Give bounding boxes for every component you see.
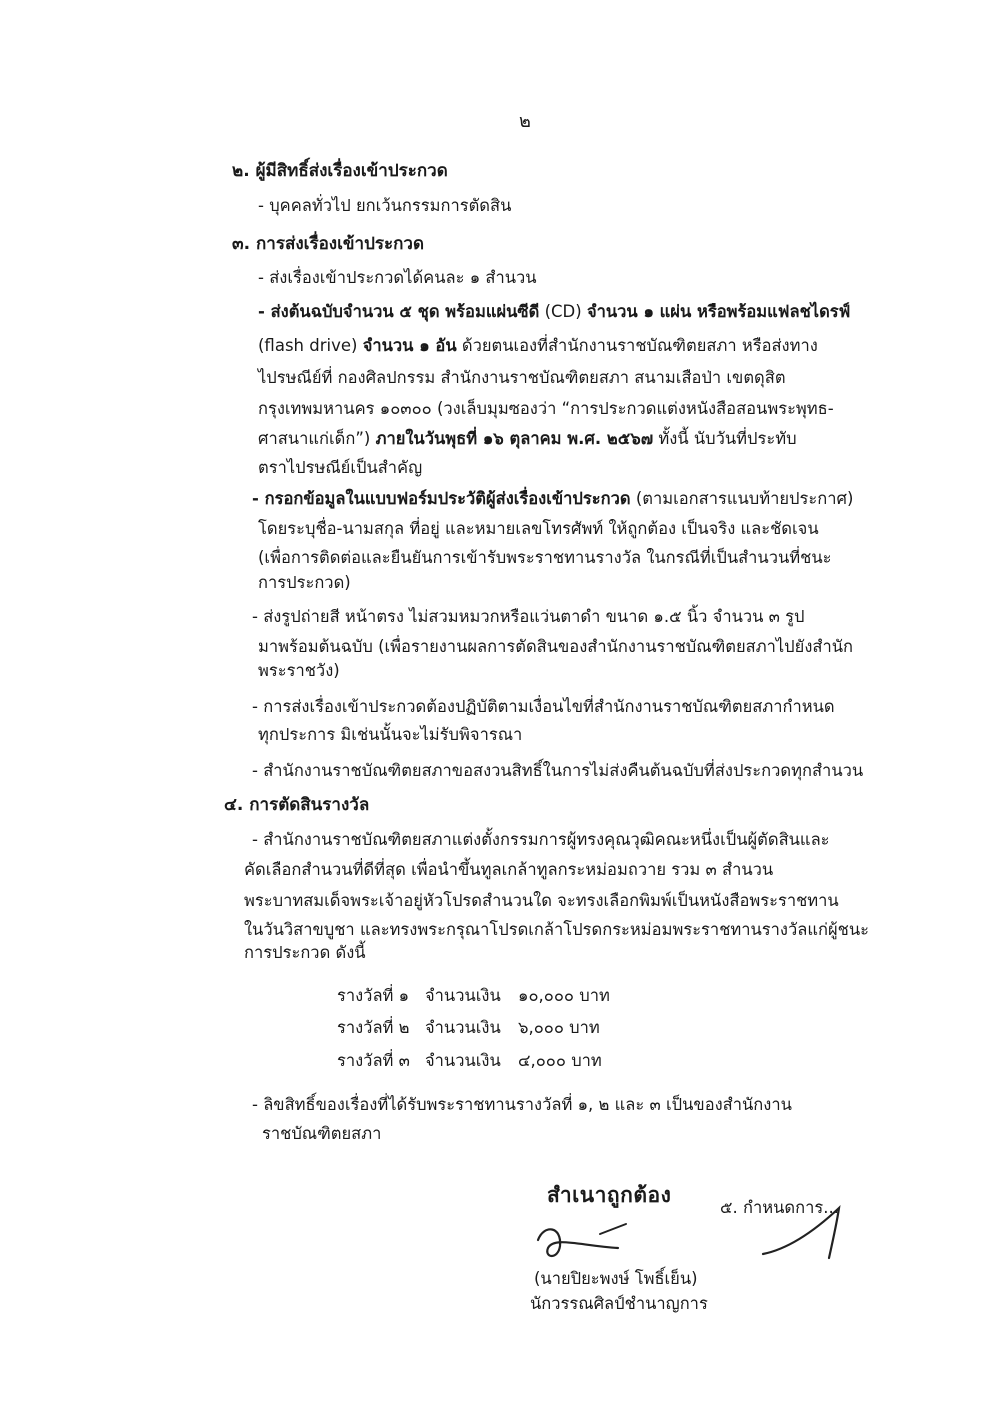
prize-amount: ๑๐,๐๐๐ บาท xyxy=(518,986,610,1005)
handwritten-initial-mark xyxy=(755,1192,855,1272)
item-2-line-5b: ภายในวันพุธที่ ๑๖ ตุลาคม พ.ศ. ๒๕๖๗ xyxy=(375,429,654,448)
copyright-line-2: ราชบัณฑิตยสภา xyxy=(262,1124,382,1143)
prize-amount-label: จำนวนเงิน xyxy=(425,1018,501,1037)
prize-label: รางวัลที่ ๑ xyxy=(337,986,410,1005)
item-2-line-2b: จำนวน ๑ อัน xyxy=(362,336,457,355)
item-2-line-2a: (flash drive) xyxy=(258,336,358,355)
item-2-line-5a: ศาสนาแก่เด็ก”) xyxy=(258,429,371,448)
signer-position: นักวรรณศิลป์ชำนาญการ xyxy=(530,1294,708,1313)
section-3-heading: ๓. การส่งเรื่องเข้าประกวด xyxy=(232,234,425,254)
section-2-item: - บุคคลทั่วไป ยกเว้นกรรมการตัดสิน xyxy=(258,196,512,215)
section-3-item-6: - สำนักงานราชบัณฑิตยสภาขอสงวนสิทธิ์ในการไม่ส่งคืนต้นฉบับที่ส่งประกวดทุกสำนวน xyxy=(252,761,864,780)
section-3-item-1: - ส่งเรื่องเข้าประกวดได้คนละ ๑ สำนวน xyxy=(258,268,537,287)
item-3-line-1a: - กรอกข้อมูลในแบบฟอร์มประวัติผู้ส่งเรื่องเข้าประกวด xyxy=(252,489,631,508)
signer-name: (นายปิยะพงษ์ โพธิ์เย็น) xyxy=(534,1269,698,1288)
s4-line-4: ในวันวิสาขบูชา และทรงพระกรุณาโปรดเกล้าโปรดกระหม่อมพระราชทานรางวัลแก่ผู้ชนะ xyxy=(244,920,870,939)
item-2-line-4: กรุงเทพมหานคร ๑๐๓๐๐ (วงเล็บมุมซองว่า “การประกวดแต่งหนังสือสอนพระพุทธ- xyxy=(258,399,834,418)
prize-amount: ๖,๐๐๐ บาท xyxy=(518,1018,600,1037)
item-4-line-3: พระราชวัง) xyxy=(258,661,340,680)
item-2-line-1b: (CD) xyxy=(544,302,582,321)
item-4-line-1: - ส่งรูปถ่ายสี หน้าตรง ไม่สวมหมวกหรือแว่นตาดำ ขนาด ๑.๕ นิ้ว จำนวน ๓ รูป xyxy=(252,607,805,626)
item-2-line-1c: จำนวน ๑ แผ่น หรือพร้อมแฟลชไดรฟ์ xyxy=(586,302,851,321)
prize-amount: ๔,๐๐๐ บาท xyxy=(518,1051,602,1070)
section-2-heading: ๒. ผู้มีสิทธิ์ส่งเรื่องเข้าประกวด xyxy=(232,161,448,181)
section-4-heading: ๔. การตัดสินรางวัล xyxy=(224,795,370,815)
prize-amount-label: จำนวนเงิน xyxy=(425,986,501,1005)
prize-label: รางวัลที่ ๓ xyxy=(337,1051,410,1070)
continued-note: ๕. กำหนดการ... xyxy=(720,1198,839,1217)
item-2-line-1a: - ส่งต้นฉบับจำนวน ๕ ชุด พร้อมแผ่นซีดี xyxy=(258,302,540,321)
item-2-line-5c: ทั้งนี้ นับวันที่ประทับ xyxy=(658,429,797,448)
s4-line-5: การประกวด ดังนี้ xyxy=(244,943,366,962)
prize-amount-label: จำนวนเงิน xyxy=(425,1051,501,1070)
s4-line-3: พระบาทสมเด็จพระเจ้าอยู่หัวโปรดสำนวนใด จะทรงเลือกพิมพ์เป็นหนังสือพระราชทาน xyxy=(244,891,839,910)
page-number: ๒ xyxy=(519,111,531,132)
item-3-line-3: (เพื่อการติดต่อและยืนยันการเข้ารับพระราชทานรางวัล ในกรณีที่เป็นสำนวนที่ชนะ xyxy=(258,548,832,567)
certified-copy-stamp: สำเนาถูกต้อง xyxy=(547,1183,672,1207)
item-2-line-2c: ด้วยตนเองที่สำนักงานราชบัณฑิตยสภา หรือส่งทาง xyxy=(461,336,818,355)
item-3-line-2: โดยระบุชื่อ-นามสกุล ที่อยู่ และหมายเลขโทรศัพท์ ให้ถูกต้อง เป็นจริง และชัดเจน xyxy=(258,519,819,538)
s4-line-1: - สำนักงานราชบัณฑิตยสภาแต่งตั้งกรรมการผู้ทรงคุณวุฒิคณะหนึ่งเป็นผู้ตัดสินและ xyxy=(252,830,830,849)
copyright-line-1: - ลิขสิทธิ์ของเรื่องที่ได้รับพระราชทานรางวัลที่ ๑, ๒ และ ๓ เป็นของสำนักงาน xyxy=(252,1095,792,1114)
item-5-line-1: - การส่งเรื่องเข้าประกวดต้องปฏิบัติตามเงื่อนไขที่สำนักงานราชบัณฑิตยสภากำหนด xyxy=(252,697,835,716)
item-3-line-1b: (ตามเอกสารแนบท้ายประกาศ) xyxy=(635,489,854,508)
s4-line-2: คัดเลือกสำนวนที่ดีที่สุด เพื่อนำขึ้นทูลเกล้าทูลกระหม่อมถวาย รวม ๓ สำนวน xyxy=(244,860,774,879)
item-2-line-3: ไปรษณีย์ที่ กองศิลปกรรม สำนักงานราชบัณฑิตยสภา สนามเสือป่า เขตดุสิต xyxy=(258,368,786,387)
signature-mark xyxy=(530,1212,640,1272)
item-4-line-2: มาพร้อมต้นฉบับ (เพื่อรายงานผลการตัดสินของสำนักงานราชบัณฑิตยสภาไปยังสำนัก xyxy=(258,637,853,656)
item-3-line-4: การประกวด) xyxy=(258,573,351,592)
item-5-line-2: ทุกประการ มิเช่นนั้นจะไม่รับพิจารณา xyxy=(258,725,523,744)
item-2-line-6: ตราไปรษณีย์เป็นสำคัญ xyxy=(258,458,423,477)
prize-label: รางวัลที่ ๒ xyxy=(337,1018,410,1037)
